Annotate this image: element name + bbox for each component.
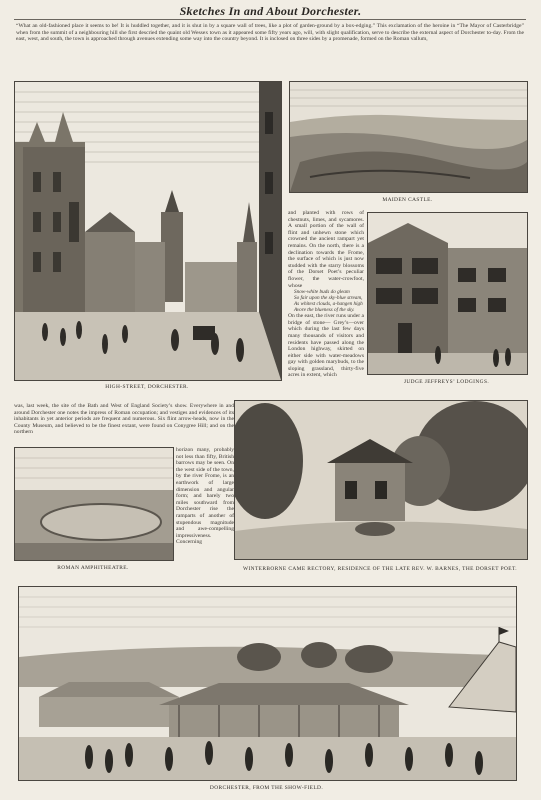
poem: Snow-white buds do gleam So fair upon the sky-blue stream, As whitest clouds, a-hangen high Avore the blueness of the sky. — [294, 289, 363, 314]
intro-paragraph: “What an old-fashioned place it seems to be! It is huddled together, and it is shut in by a square wall of trees, like a plot of garden-ground by a box-edging.” This exclamation of the heroine in “The Mayor of Casterbridge” when from the summit of a neighbouring hill she first descried the quaint old Wessex town as it appeared some fifty years ago, will, with slight qualification, serve to describe the external aspect of Dorchester to-day. From the east, west, and south, the town is approached through avenues extending some way into the country beyond. It is inclosed on three sides by a promenade, formed on the Roman vallum, — [16, 23, 524, 43]
rectory-engraving — [234, 400, 528, 560]
middle-paragraph: was, last week, the site of the Bath and West of England Society’s show. Everywhere in and around Dorchester one notes the impress of Roman occupation; and vestiges and evidences of its inhabitants in yet anterior periods are frequent and numerous. Six flint arrow-heads, now in the County Museum, and believed to be the finest extant, were found on Conygree Hill; and on the northern — [14, 403, 234, 436]
page-title: Sketches In and About Dorchester. — [179, 4, 362, 18]
show-field-caption: DORCHESTER, FROM THE SHOW-FIELD. — [209, 785, 324, 791]
high-street-engraving — [14, 81, 282, 381]
high-street-caption: HIGH-STREET, DORCHESTER. — [105, 384, 189, 390]
judge-jeffreys-engraving — [367, 212, 528, 375]
maiden-castle-caption: MAIDEN CASTLE. — [382, 197, 433, 203]
show-field-engraving — [18, 586, 517, 781]
rectory-caption: WINTERBORNE CAME RECTORY, RESIDENCE OF THE LATE REV. W. BARNES, THE DORSET POET. — [242, 566, 518, 572]
maiden-castle-engraving — [289, 81, 528, 193]
roman-amphitheatre-engraving — [14, 447, 174, 561]
column-text: and planted with rows of chestnuts, limes, and sycamores. A small portion of the wall of flint and unhewn stone which crowned the ancient rampart yet remains. On the north, there is a declination towards the Frome, the surface of which is just now studded with the starry blossoms of the Dorset Poet’s peculiar flower, the water-crowfoot, whose Snow-white buds do gleam So fair upon the sky-blue stream, As whitest clouds, a-hangen high Avore the blueness of the sky. On the east, the river runs under a bridge of stone— Grey’s—over which during the last few days many thousands of visitors and residents have passed along the London highway, skirted on either side with water-meadows gay with golden marybuds, to the sloping grassland, thirty-five acres in extent, which — [288, 210, 364, 379]
roman-amphitheatre-caption: ROMAN AMPHITHEATRE. — [57, 565, 129, 571]
title-rule — [14, 19, 526, 20]
judge-jeffreys-caption: JUDGE JEFFREYS’ LODGINGS. — [403, 379, 490, 385]
middle-side-column: horizon many, probably not less than fifty, British barrows may be seen. On the west side of the town, by the river Frome, is an earthwork of large dimension and angular form; and barely two miles southward from Dorchester rise the ramparts of another of stupendous magnitude and awe-compelling impressiveness. Concerning — [176, 447, 234, 546]
